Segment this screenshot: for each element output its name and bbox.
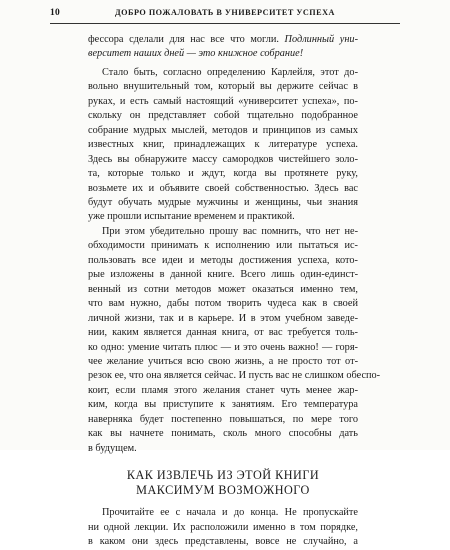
section-heading-line: МАКСИМУМ ВОЗМОЖНОГО	[136, 483, 310, 498]
paragraph-4	[88, 506, 358, 549]
text-line: известных книг, принадлежащих к литературе успеха.	[88, 139, 358, 151]
page-number: 10	[50, 8, 60, 18]
text-line: руках, и есть самый настоящий «университет успеха», по-	[88, 95, 358, 107]
text-line	[88, 33, 358, 47]
text-line: При этом убедительно прошу вас помнить, что нет не-	[102, 225, 358, 237]
page-body	[88, 33, 381, 550]
text-line: собрание мудрых мыслей, методов и принципов из самых	[88, 124, 358, 136]
text-line: в каком они здесь представлены, вовсе не случайно, а	[88, 536, 358, 548]
paragraph-2	[88, 66, 358, 225]
text-line: в будущем.	[88, 442, 137, 454]
text-line: будут обучать мудрые мужчины и женщины, чьи знания	[88, 196, 358, 208]
text-line: та, которые только и ждут, когда вы протянете руку,	[88, 168, 358, 180]
text-line: рые изложены в данной книге. Всего лишь один-единст-	[88, 269, 358, 281]
text-line: ким, когда вы приступите к занятиям. Его температура	[88, 399, 358, 411]
text-line: Прочитайте ее с начала и до конца. Не пропускайте	[102, 507, 358, 519]
section-heading-line: КАК ИЗВЛЕЧЬ ИЗ ЭТОЙ КНИГИ	[126, 468, 320, 483]
italic-text: верситет наших дней — это книжное собрание!	[88, 48, 304, 60]
italic-text: Подлинный уни-	[284, 34, 359, 45]
text-line: нии, каким является данная книга, от вас требуется толь-	[88, 327, 358, 339]
text-line: Здесь вы обнаружите массу самородков чистейшего золо-	[88, 153, 358, 165]
paragraph-1	[88, 33, 358, 62]
running-head: ДОБРО ПОЖАЛОВАТЬ В УНИВЕРСИТЕТ УСПЕХА	[115, 8, 335, 17]
text-line: ни одной лекции. Их расположили именно в том порядке,	[88, 521, 358, 533]
text-line: личной жизни, так и в карьере. И в этом учебном заведе-	[88, 312, 358, 324]
text-line: как вы начнете понимать, сколь много способны дать	[88, 428, 358, 440]
text-line: что вам нужно, дабы потом творить чудеса как в своей	[88, 298, 358, 310]
text-line: скольку он представляет собой тщательно подобранное	[88, 110, 358, 122]
text-line: обходимости принимать к исполнению или пытаться ис-	[88, 240, 358, 252]
text-span: фессора сделали для нас все что могли.	[88, 34, 285, 45]
text-line: пользовать все идеи и методы достижения успеха, кото-	[88, 254, 358, 266]
text-line: вольно внушительный том, который вы держите сейчас в	[88, 81, 358, 93]
text-line: возьмете их и объявите своей собственностью. Здесь вас	[88, 182, 358, 194]
text-line: венный из сотни методов может оказаться именно тем,	[88, 283, 358, 295]
text-line	[88, 47, 358, 61]
text-line: уже прошли испытание временем и практикой.	[88, 211, 295, 223]
text-line: резок ее, что она является сейчас. И пусть вас не слишком обеспо-	[88, 370, 381, 382]
text-line: чее желание учиться всю свою жизнь, а не просто тот от-	[88, 355, 358, 367]
text-line: коит, если пламя этого желания станет чуть менее жар-	[88, 384, 358, 396]
header-rule	[50, 23, 400, 24]
section-heading	[88, 468, 358, 498]
paragraph-3	[88, 225, 381, 456]
text-line: наверняка будет постепенно повышаться, по мере того	[88, 413, 358, 425]
text-line: Стало быть, согласно определению Карлейля, этот до-	[102, 66, 358, 78]
text-line: ко одно: умение читать плюс — и это очень важно! — горя-	[88, 341, 358, 353]
